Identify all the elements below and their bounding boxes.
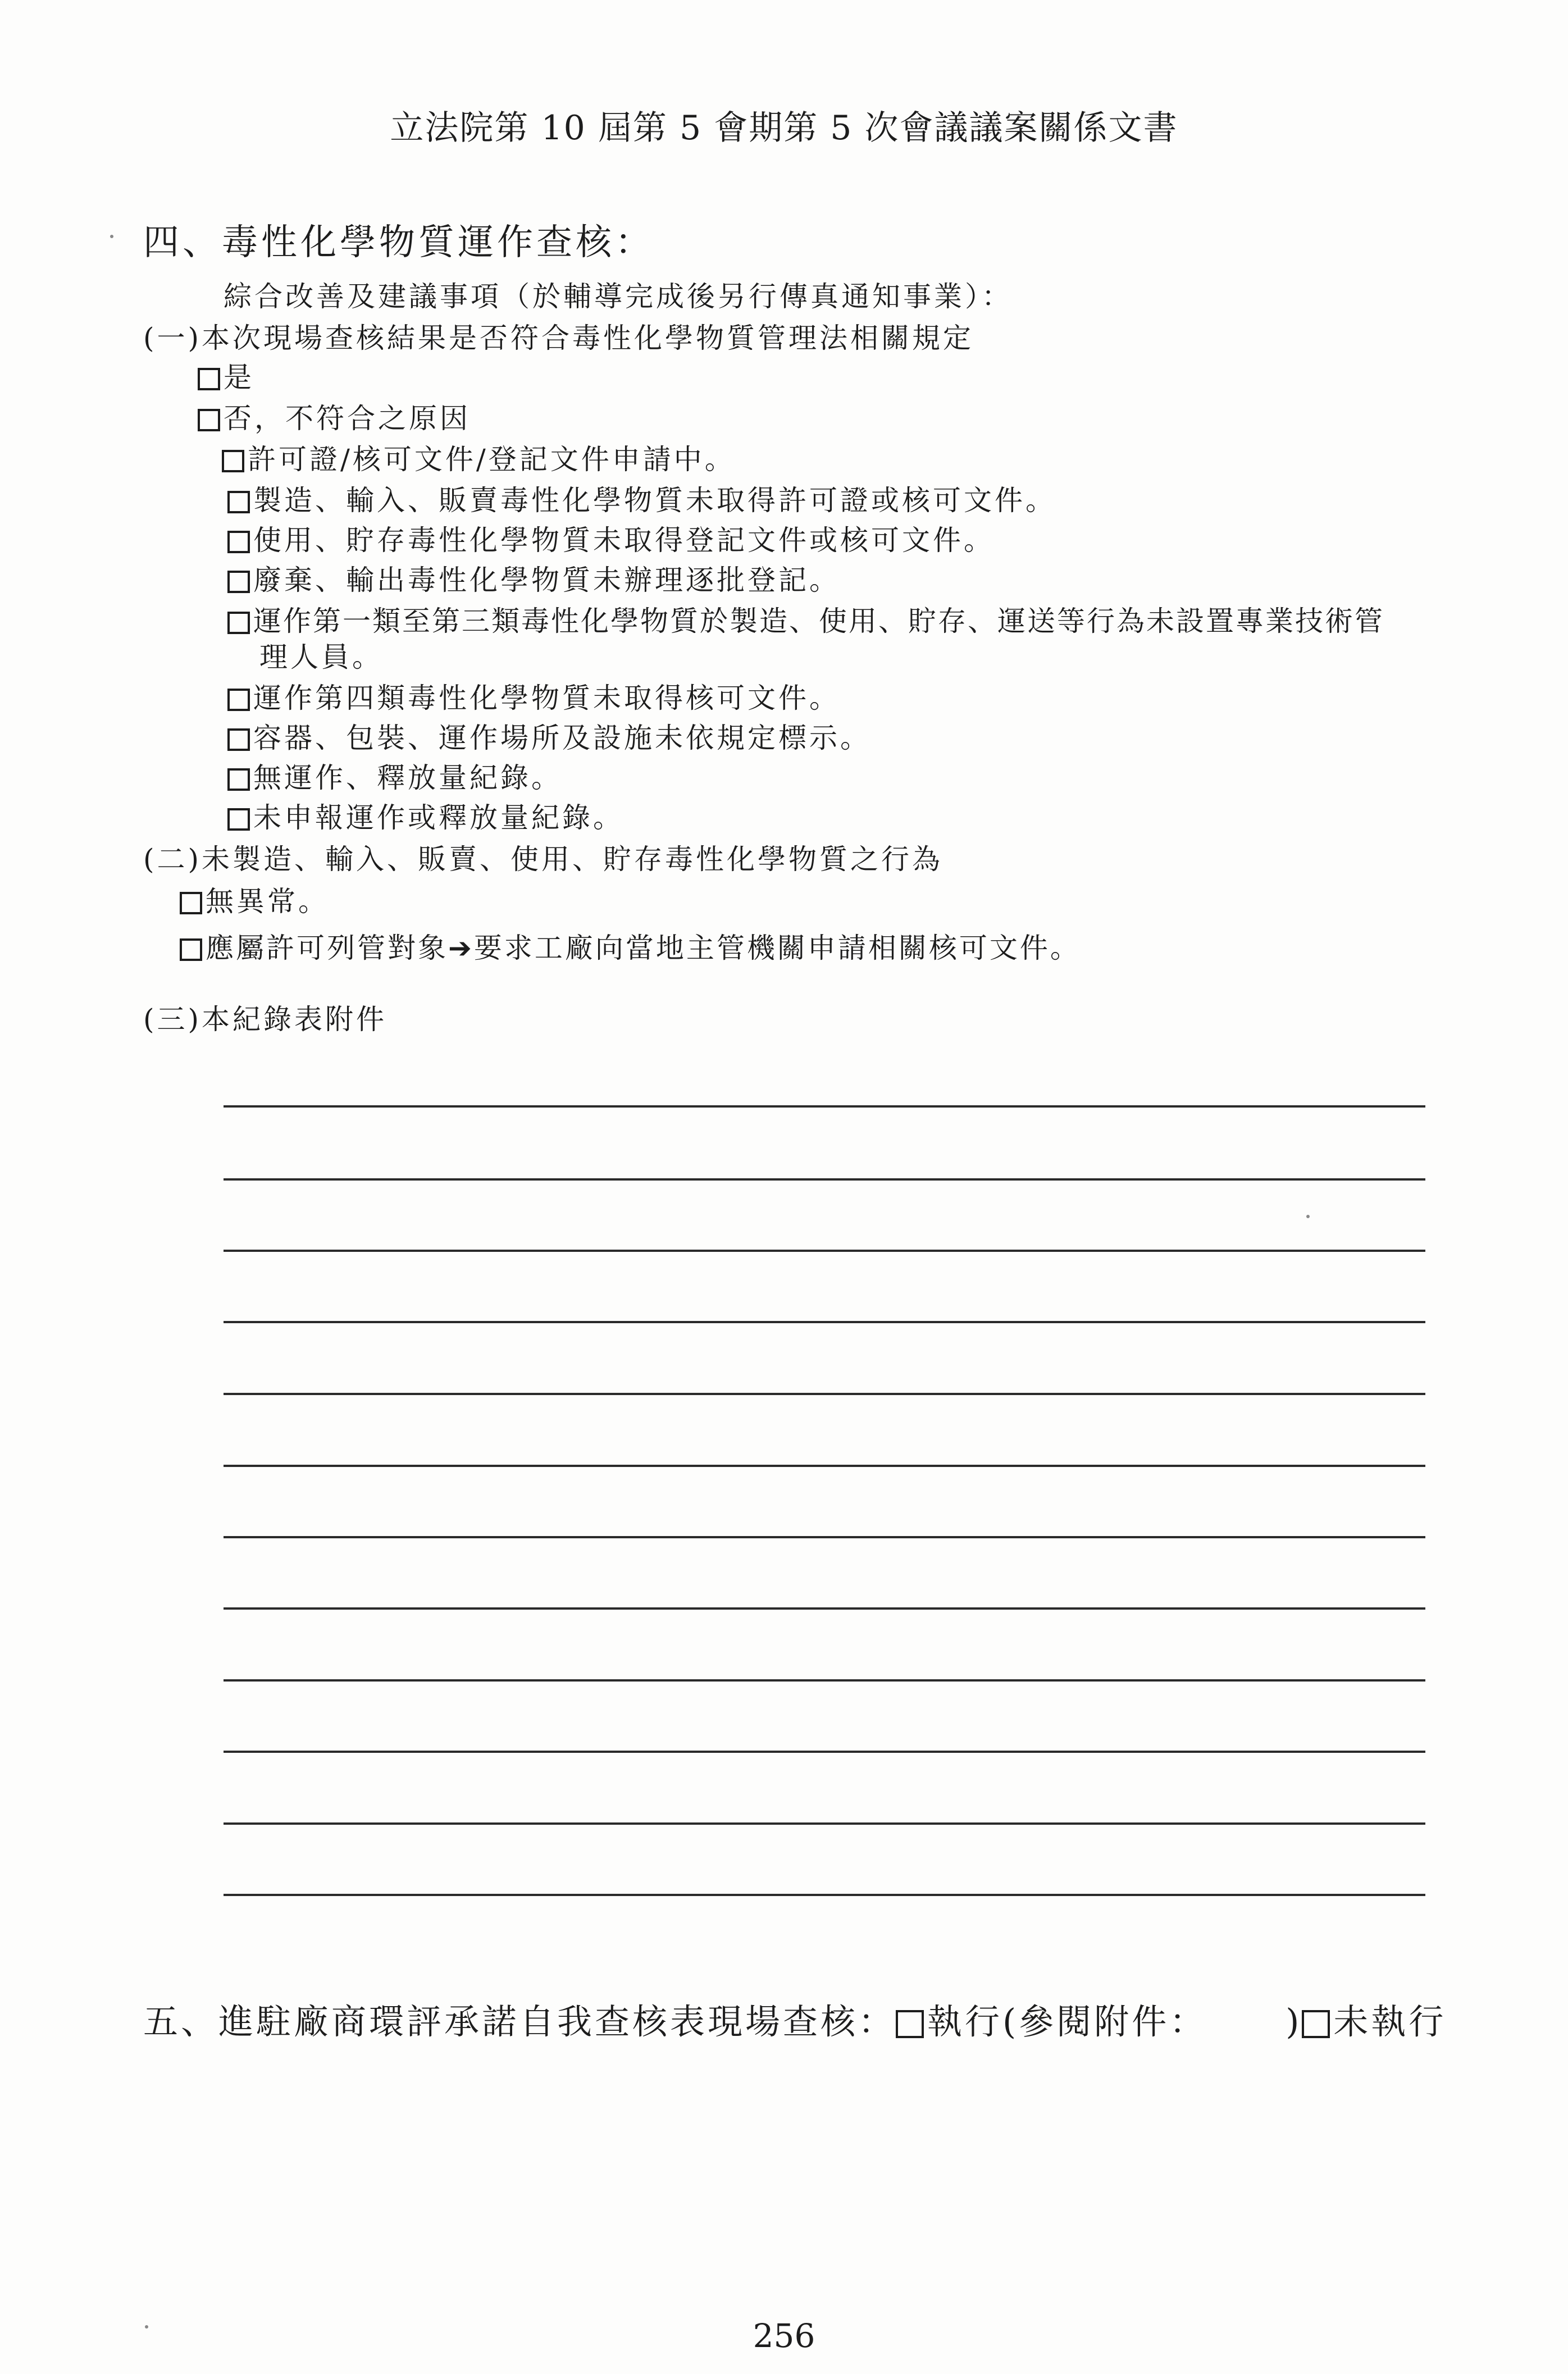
scan-speck — [110, 235, 113, 238]
checkbox[interactable] — [198, 409, 220, 431]
checkbox[interactable] — [180, 938, 202, 961]
writing-line[interactable] — [224, 1465, 1425, 1467]
reason-item[interactable] — [227, 518, 995, 558]
reason-label: 運作第一類至第三類毒性化學物質於製造、使用、貯存、運送等行為未設置專業技術管 — [253, 605, 1384, 637]
reason-item[interactable] — [227, 478, 1056, 518]
q1-yes-label: 是 — [224, 361, 254, 394]
page-number: 256 — [753, 2317, 815, 2355]
checkbox[interactable] — [227, 728, 250, 751]
close-paren: ) — [1286, 2001, 1302, 2042]
writing-line[interactable] — [224, 1321, 1425, 1323]
writing-line[interactable] — [224, 1679, 1425, 1682]
reason-label: 未申報運作或釋放量紀錄。 — [253, 801, 624, 834]
reason-item[interactable] — [227, 676, 840, 716]
reason-item[interactable] — [227, 558, 840, 598]
writing-line[interactable] — [224, 1536, 1425, 1538]
checkbox[interactable] — [1302, 2010, 1330, 2038]
reason-label: 容器、包裝、運作場所及設施未依規定標示。 — [253, 722, 871, 754]
reason-label-continued: 理人員。 — [259, 641, 383, 673]
q1-label: (一)本次現場查核結果是否符合毒性化學物質管理法相關規定 — [143, 322, 974, 354]
q1-no-option[interactable] — [198, 396, 471, 436]
q2-opt1-label: 無異常。 — [206, 885, 329, 918]
scan-speck — [145, 2325, 148, 2329]
checkbox[interactable] — [222, 450, 244, 472]
exec-label: 執行(參閱附件： — [927, 2001, 1207, 2042]
not-exec-label: 未執行 — [1333, 2001, 1447, 2042]
reason-label: 運作第四類毒性化學物質未取得核可文件。 — [253, 682, 840, 714]
document-header: 立法院第 10 屆第 5 會期第 5 次會議議案關係文書 — [390, 108, 1178, 148]
section-4-title: 四、毒性化學物質運作查核： — [143, 222, 654, 263]
q1-yes-option[interactable] — [198, 355, 254, 395]
writing-line[interactable] — [224, 1393, 1425, 1395]
arrow-right-icon: ➔ — [448, 932, 474, 964]
reason-label: 廢棄、輸出毒性化學物質未辦理逐批登記。 — [253, 564, 840, 596]
reason-item[interactable] — [227, 599, 1384, 639]
reason-label: 許可證/核可文件/登記文件申請中。 — [248, 443, 736, 476]
checkbox[interactable] — [227, 571, 250, 593]
section-5-row — [143, 1994, 1446, 2044]
reason-label: 製造、輸入、販賣毒性化學物質未取得許可證或核可文件。 — [253, 484, 1056, 517]
checkbox[interactable] — [227, 768, 250, 791]
writing-line[interactable] — [224, 1178, 1425, 1181]
checkbox[interactable] — [227, 808, 250, 831]
reason-item[interactable] — [227, 795, 624, 836]
reason-item[interactable] — [227, 716, 871, 756]
section-5-title: 五、進駐廠商環評承諾自我查核表現場查核： — [143, 2001, 896, 2042]
reason-label: 無運作、釋放量紀錄。 — [253, 762, 562, 794]
section-4-intro: 綜合改善及建議事項（於輔導完成後另行傳真通知事業）： — [224, 280, 1013, 313]
reason-item[interactable] — [227, 755, 562, 796]
reason-item[interactable] — [222, 437, 736, 477]
writing-line[interactable] — [224, 1607, 1425, 1610]
scan-speck — [1306, 1215, 1310, 1218]
q3-label: (三)本紀錄表附件 — [143, 1003, 388, 1036]
q2-option-permit[interactable] — [180, 926, 1081, 966]
checkbox[interactable] — [180, 892, 202, 914]
checkbox[interactable] — [198, 368, 220, 390]
q2-opt2-continued: 要求工廠向當地主管機關申請相關核可文件。 — [473, 932, 1081, 964]
writing-line[interactable] — [224, 1751, 1425, 1753]
writing-line[interactable] — [224, 1105, 1425, 1108]
q2-opt2-label: 應屬許可列管對象 — [206, 932, 448, 964]
writing-line[interactable] — [224, 1822, 1425, 1825]
checkbox[interactable] — [896, 2010, 924, 2038]
q2-label: (二)未製造、輸入、販賣、使用、貯存毒性化學物質之行為 — [143, 843, 943, 876]
writing-line[interactable] — [224, 1250, 1425, 1252]
checkbox[interactable] — [227, 531, 250, 553]
reason-label: 使用、貯存毒性化學物質未取得登記文件或核可文件。 — [253, 524, 995, 557]
writing-line[interactable] — [224, 1894, 1425, 1896]
checkbox[interactable] — [227, 491, 250, 513]
checkbox[interactable] — [227, 612, 250, 634]
checkbox[interactable] — [227, 689, 250, 711]
q1-no-label: 否，不符合之原因 — [224, 402, 471, 435]
q2-option-normal[interactable] — [180, 879, 329, 919]
